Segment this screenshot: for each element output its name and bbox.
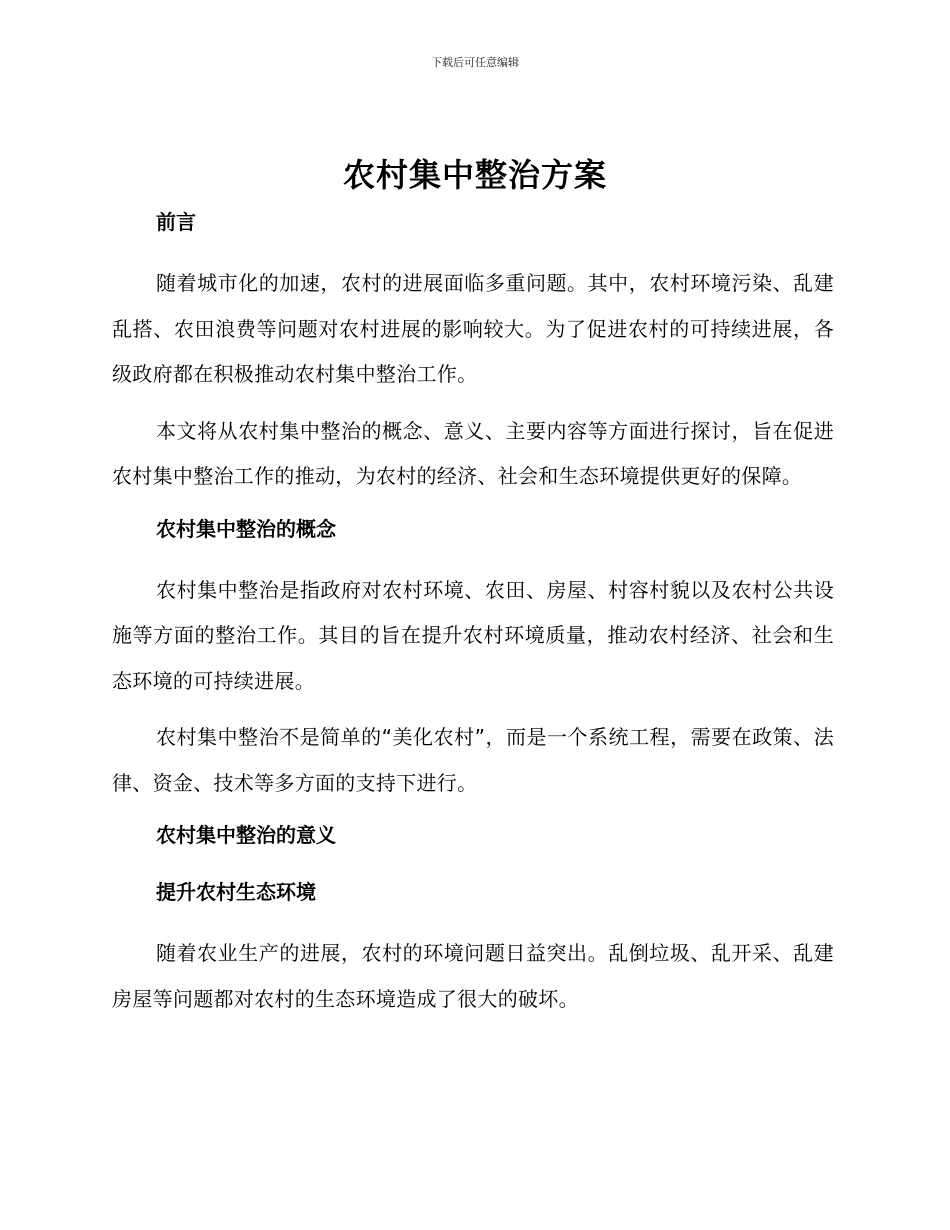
document-body — [112, 204, 834, 1022]
page-header-note: 下载后可任意编辑 — [431, 56, 519, 69]
heading-ecology: 提升农村生态环境 — [156, 880, 316, 904]
heading-concept: 农村集中整治的概念 — [156, 516, 336, 541]
document-title: 农村集中整治方案 — [342, 156, 607, 194]
paragraph-preface-2: 本文将从农村集中整治的概念、意义、主要内容等方面进行探讨，旨在促进农村集中整治工作的推动，为农村的经济、社会和生态环境提供更好的保障。 — [112, 418, 834, 488]
paragraph-preface-1: 随着城市化的加速，农村的进展面临多重问题。其中，农村环境污染、乱建乱搭、农田浪费等问题对农村进展的影响较大。为了促进农村的可持续进展，各级政府都在积极推动农村集中整治工作。 — [112, 271, 834, 386]
paragraph-concept-2: 农村集中整治不是简单的“美化农村”，而是一个系统工程，需要在政策、法律、资金、技术等多方面的支持下进行。 — [112, 725, 834, 795]
paragraph-ecology-1: 随着农业生产的进展，农村的环境问题日益突出。乱倒垃圾、乱开采、乱建房屋等问题都对农村的生态环境造成了很大的破坏。 — [112, 941, 834, 1011]
heading-preface: 前言 — [156, 210, 196, 234]
heading-significance: 农村集中整治的意义 — [156, 823, 336, 847]
paragraph-concept-1: 农村集中整治是指政府对农村环境、农田、房屋、村容村貌以及农村公共设施等方面的整治工作。其目的旨在提升农村环境质量，推动农村经济、社会和生态环境的可持续进展。 — [112, 577, 834, 693]
